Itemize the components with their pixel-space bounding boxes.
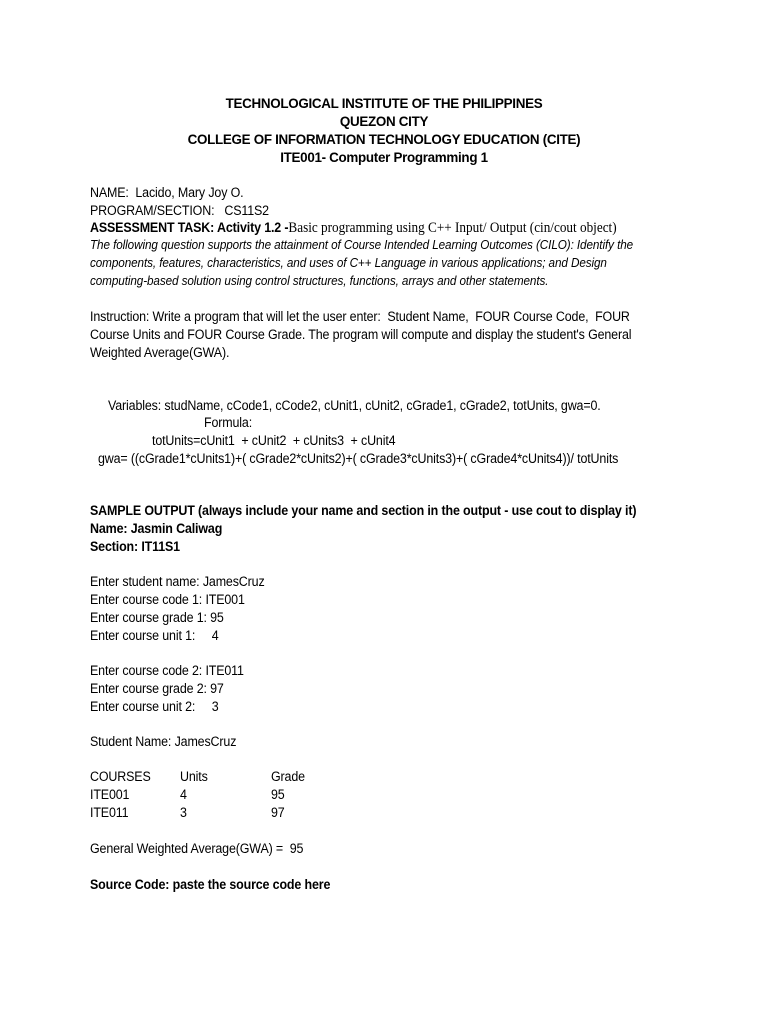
formula-label: Formula:: [204, 415, 253, 430]
course-title: ITE001- Computer Programming 1: [280, 150, 488, 165]
table-cell-units: 3: [180, 805, 187, 820]
cilo-line: components, features, characteristics, and uses of C++ Language in various applications; and Design: [90, 256, 607, 270]
college-title: COLLEGE OF INFORMATION TECHNOLOGY EDUCATION (CITE): [187, 132, 581, 147]
instruction-line: Instruction: Write a program that will let the user enter: Student Name, FOUR Course Code, FOUR: [90, 309, 630, 324]
cilo-line: computing-based solution using control structures, functions, arrays and other statements.: [90, 274, 549, 288]
sample-output-heading: SAMPLE OUTPUT (always include your name and section in the output - use cout to display it): [90, 503, 637, 518]
student-name-output: Student Name: JamesCruz: [90, 734, 237, 749]
table-cell-course: ITE011: [90, 805, 129, 820]
instruction-line: Weighted Average(GWA).: [90, 345, 230, 360]
table-cell-grade: 95: [271, 787, 285, 802]
tot-units-formula: totUnits=cUnit1 + cUnit2 + cUnits3 + cUnit4: [152, 433, 396, 448]
assessment-task-title: Basic programming using C++ Input/ Output (cin/cout object): [288, 220, 617, 236]
source-code-heading: Source Code: paste the source code here: [90, 877, 331, 892]
sample-section-line: Section: IT11S1: [90, 539, 180, 554]
student-name-line: NAME: Lacido, Mary Joy O.: [90, 185, 244, 200]
city-title: QUEZON CITY: [339, 114, 429, 129]
table-header-units: Units: [180, 769, 208, 784]
table-header-grade: Grade: [271, 769, 305, 784]
institute-title: TECHNOLOGICAL INSTITUTE OF THE PHILIPPINES: [225, 96, 543, 111]
table-cell-grade: 97: [271, 805, 285, 820]
gwa-output-line: General Weighted Average(GWA) = 95: [90, 841, 304, 856]
program-section-line: PROGRAM/SECTION: CS11S2: [90, 203, 269, 218]
sample-output-line: Enter course grade 2: 97: [90, 681, 224, 696]
sample-output-line: Enter course unit 1: 4: [90, 628, 219, 643]
instruction-line: Course Units and FOUR Course Grade. The program will compute and display the student's General: [90, 327, 632, 342]
assessment-task-label: ASSESSMENT TASK: Activity 1.2 -: [90, 220, 289, 235]
sample-output-line: Enter course unit 2: 3: [90, 699, 219, 714]
cilo-line: The following question supports the attainment of Course Intended Learning Outcomes (CILO): Identify the: [90, 238, 634, 252]
table-cell-units: 4: [180, 787, 187, 802]
sample-output-line: Enter course grade 1: 95: [90, 610, 224, 625]
assessment-task-line: [90, 219, 617, 237]
sample-output-line: Enter course code 2: ITE011: [90, 663, 244, 678]
sample-output-line: Enter course code 1: ITE001: [90, 592, 245, 607]
table-cell-course: ITE001: [90, 787, 130, 802]
sample-name-line: Name: Jasmin Caliwag: [90, 521, 223, 536]
sample-output-line: Enter student name: JamesCruz: [90, 574, 265, 589]
table-header-courses: COURSES: [90, 769, 151, 784]
variables-line: Variables: studName, cCode1, cCode2, cUnit1, cUnit2, cGrade1, cGrade2, totUnits, gwa=0.: [108, 398, 601, 413]
gwa-formula: gwa= ((cGrade1*cUnits1)+( cGrade2*cUnits2)+( cGrade3*cUnits3)+( cGrade4*cUnits4))/ totUnits: [98, 451, 619, 466]
